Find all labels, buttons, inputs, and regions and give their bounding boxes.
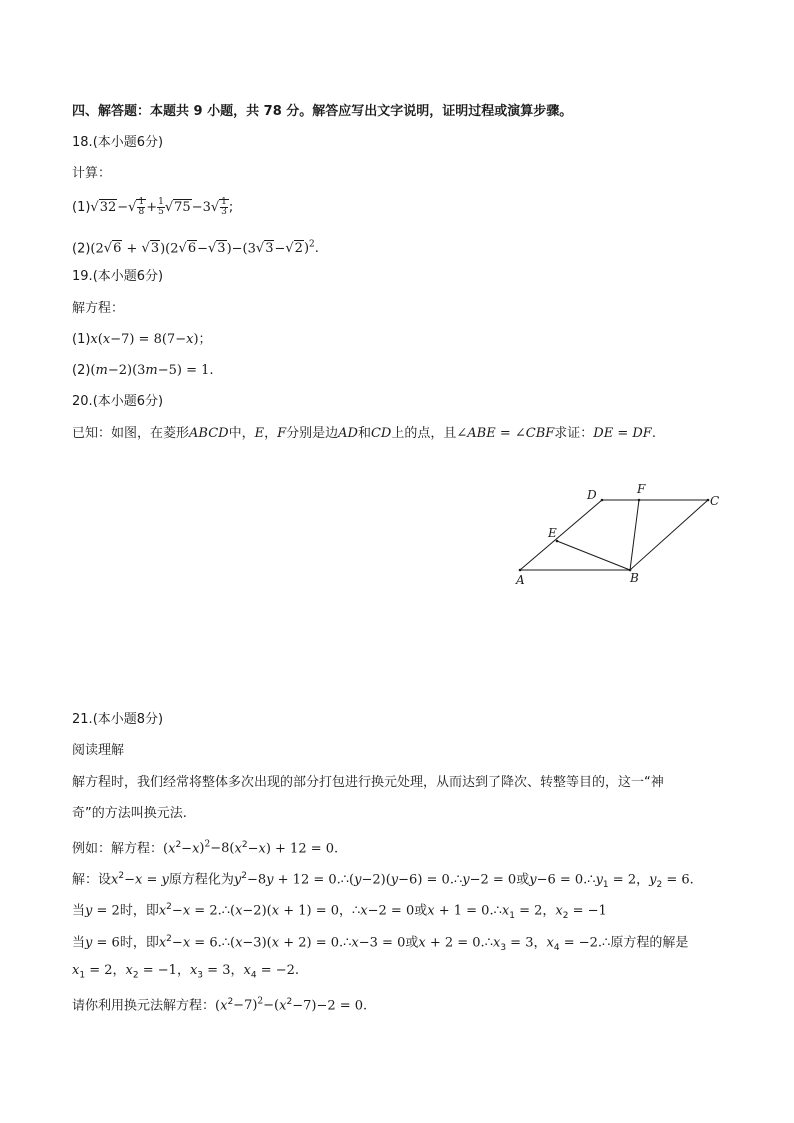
q21-title: 阅读理解 <box>72 743 125 758</box>
q19-part2: (2)(m−2)(3m−5) = 1. <box>72 363 214 378</box>
point-a <box>519 569 522 572</box>
rhombus-figure <box>505 478 735 590</box>
point-c <box>707 499 710 502</box>
q19-part1: (1)x(x−7) = 8(7−x)； <box>72 332 212 347</box>
section-heading: 四、解答题：本题共 9 小题，共 78 分。解答应写出文字说明，证明过程或演算步骤。 <box>72 104 573 119</box>
label-a: A <box>516 573 525 587</box>
q20-stem: 已知：如图，在菱形ABCD中，E，F分别是边AD和CD上的点，且∠ABE = ∠CBF求证：DE = DF. <box>72 426 656 441</box>
side-da <box>520 500 602 570</box>
q18-part2: $(2)(2√6 + √3)(2√6-√3)-(3√3-√2)^2$. <box>72 240 319 257</box>
q21-roots: $x_1 = 2$，$x_2 = -1$，$x_3 = 3$，$x_4 = -2$. <box>72 963 300 981</box>
q21-intro-1: 解方程时，我们经常将整体多次出现的部分打包进行换元处理，从而达到了降次、转整等目的，这一“神 <box>72 775 664 790</box>
q21-header: 21.(本小题8分) <box>72 712 164 727</box>
q18-part1: (1)√32−√ $\frac{1}{8}$ + $\frac{1}{5}$ √75−3√ $\frac{1}{3}$ ; <box>72 197 234 217</box>
q19-header: 19.(本小题6分) <box>72 269 164 284</box>
q18-instruction: 计算： <box>72 166 112 181</box>
label-e: E <box>548 526 557 540</box>
side-bc <box>630 500 708 570</box>
label-d: D <box>587 488 597 502</box>
label-c: C <box>710 494 720 508</box>
point-f <box>638 499 641 502</box>
point-d <box>601 499 604 502</box>
q18-header: 18.(本小题6分) <box>72 135 164 150</box>
segment-be <box>557 541 630 570</box>
q19-instruction: 解方程： <box>72 301 125 316</box>
label-b: B <box>630 571 639 585</box>
q20-header: 20.(本小题6分) <box>72 394 164 409</box>
q21-example: 例如：解方程：$(x^2-x)^2-8(x^2-x) + 12 = 0$. <box>72 840 339 857</box>
point-e <box>556 540 559 543</box>
label-f: F <box>637 482 646 496</box>
q21-intro-2: 奇”的方法叫换元法. <box>72 806 187 821</box>
q21-solution-line: 解：设$x^2-x = y$原方程化为$y^2-8y + 12$ = 0.∴(y−2)(y−6) = 0.∴y−2 = 0或$y-6 = 0.\therefore y_1 = 2$，$y_2 = 6$. <box>72 871 694 890</box>
q21-task: 请你利用换元法解方程：$(x^2-7)^2-(x^2-7)-2 = 0$. <box>72 997 368 1014</box>
q21-case1: 当y = 2时，即$x^2-x$ = 2.∴(x−2)(x + 1) = 0，∴x−2 = 0或$x + 1 = 0.\therefore x_1 = 2$，$x_2 = -1$ <box>72 902 607 921</box>
segment-bf <box>630 500 639 570</box>
q21-case2: 当y = 6时，即$x^2-x$ = 6.∴(x−3)(x + 2) = 0.∴x−3 = 0或$x + 2 = 0.\therefore x_3 = 3$，$x_4$ = −2.∴原方程的解是 <box>72 934 689 953</box>
